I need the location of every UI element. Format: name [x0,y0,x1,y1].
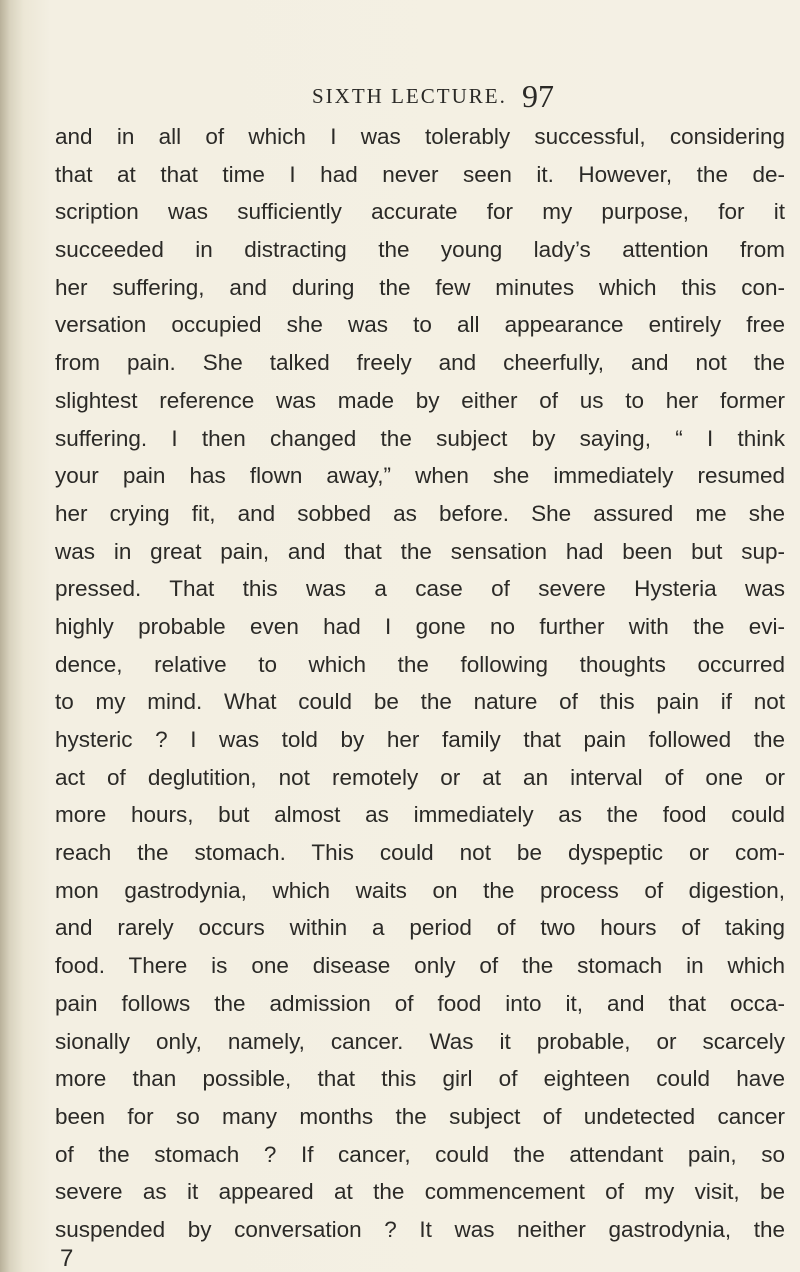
text-line: food. There is one disease only of the stomach in which [55,953,785,979]
text-line: and rarely occurs within a period of two hours of taking [55,915,785,941]
text-line: pressed. That this was a case of severe Hysteria was [55,576,785,602]
text-line: from pain. She talked freely and cheerfully, and not the [55,350,785,376]
text-line: her suffering, and during the few minutes which this con- [55,274,785,300]
page-header [0,78,800,116]
running-head: SIXTH LECTURE. [312,84,507,108]
text-line: was in great pain, and that the sensation had been but sup- [55,538,785,564]
text-line: more than possible, that this girl of eighteen could have [55,1066,785,1092]
text-line: slightest reference was made by either of us to her former [55,387,785,413]
text-line: that at that time I had never seen it. However, the de- [55,161,785,187]
text-line: her crying fit, and sobbed as before. She assured me she [55,500,785,526]
text-line: act of deglutition, not remotely or at an interval of one or [55,764,785,790]
body-text [55,118,785,1249]
text-line: sionally only, namely, cancer. Was it probable, or scarcely [55,1028,785,1054]
text-line: suffering. I then changed the subject by saying, “ I think [55,425,785,451]
page-number: 97 [522,78,554,114]
text-line: suspended by conversation ? It was neither gastrodynia, the [55,1216,785,1242]
text-line: scription was sufficiently accurate for my purpose, for it [55,199,785,225]
text-line: severe as it appeared at the commencement of my visit, be [55,1179,785,1205]
text-line: to my mind. What could be the nature of this pain if not [55,689,785,715]
text-line: and in all of which I was tolerably successful, considering [55,124,785,149]
text-line: reach the stomach. This could not be dyspeptic or com- [55,840,785,866]
text-line: dence, relative to which the following thoughts occurred [55,651,785,677]
text-line: more hours, but almost as immediately as the food could [55,802,785,828]
text-line: of the stomach ? If cancer, could the attendant pain, so [55,1141,785,1167]
text-line: been for so many months the subject of undetected cancer [55,1103,785,1129]
text-line: versation occupied she was to all appearance entirely free [55,312,785,338]
text-line: mon gastrodynia, which waits on the process of digestion, [55,877,785,903]
text-line: your pain has flown away,” when she immediately resumed [55,463,785,489]
text-line: succeeded in distracting the young lady’s attention from [55,237,785,263]
text-line: hysteric ? I was told by her family that pain followed the [55,727,785,752]
text-line: highly probable even had I gone no further with the evi- [55,613,785,639]
text-line: pain follows the admission of food into it, and that occa- [55,990,785,1016]
signature-mark: 7 [60,1245,74,1272]
